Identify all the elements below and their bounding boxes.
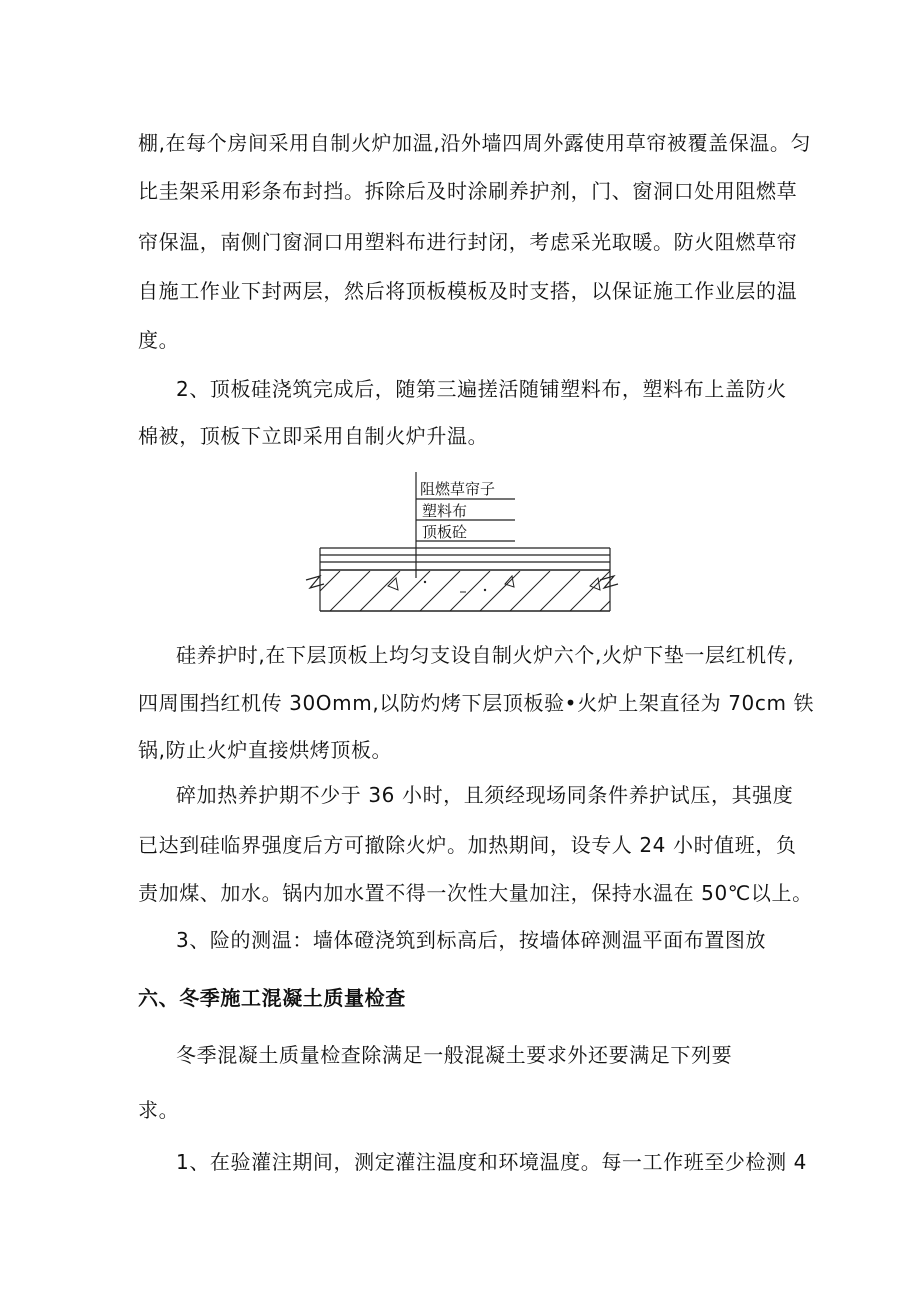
- aggregate-dot-2: [484, 589, 486, 591]
- line-4: 自施工作业下封两层，然后将顶板模板及时支搭，以保证施工作业层的温: [138, 279, 798, 303]
- section-heading: 六、冬季施工混凝土质量检查: [138, 986, 406, 1010]
- line-2: 比圭架采用彩条布封挡。拆除后及时涂刷养护剂，门、窗洞口处用阻燃草: [138, 179, 798, 203]
- line-1: 棚,在每个房间采用自制火炉加温,沿外墙四周外露使用草帘被覆盖保温。匀: [138, 131, 812, 155]
- line-12: 已达到硅临界强度后方可撤除火炉。加热期间，设专人 24 小时值班，负: [138, 833, 797, 857]
- slab-hatching: [300, 571, 620, 611]
- label-plastic-sheet: 塑料布: [422, 502, 468, 520]
- line-18: 1、在验灌注期间，测定灌注温度和环境温度。每一工作班至少检测 4: [176, 1150, 808, 1174]
- line-9: 四周围挡红机传 30Omm,以防灼烤下层顶板验•火炉上架直径为 70cm 铁: [138, 691, 815, 715]
- line-11: 碎加热养护期不少于 36 小时，且须经现场同条件养护试压，其强度: [176, 783, 794, 807]
- aggregate-dot-1: [424, 581, 426, 583]
- label-straw-curtain: 阻燃草帘子: [420, 480, 496, 498]
- slab-diagram: [300, 466, 620, 626]
- line-13: 责加煤、加水。锅内加水置不得一次性大量加注，保持水温在 50℃以上。: [138, 881, 813, 905]
- line-14: 3、险的测温：墙体磴浇筑到标高后，按墙体碎测温平面布置图放: [176, 928, 767, 952]
- line-3: 帘保温，南侧门窗洞口用塑料布进行封闭，考虑采光取暖。防火阻燃草帘: [138, 230, 798, 254]
- line-10: 锅,防止火炉直接烘烤顶板。: [138, 738, 393, 762]
- aggregate-mark-3: [590, 578, 600, 590]
- aggregate-mark-1: [388, 578, 398, 590]
- line-6: 2、顶板硅浇筑完成后，随第三遍搓活随铺塑料布，塑料布上盖防火: [176, 377, 787, 401]
- line-16: 冬季混凝土质量检查除满足一般混凝土要求外还要满足下列要: [176, 1043, 733, 1067]
- break-mark-left: [306, 576, 324, 588]
- line-7: 棉被，顶板下立即采用自制火炉升温。: [138, 424, 489, 448]
- line-5: 度。: [138, 328, 180, 352]
- label-slab-concrete: 顶板砼: [422, 523, 468, 541]
- line-8: 硅养护时,在下层顶板上均匀支设自制火炉六个,火炉下垫一层红机传,: [176, 643, 795, 667]
- line-17: 求。: [138, 1098, 180, 1122]
